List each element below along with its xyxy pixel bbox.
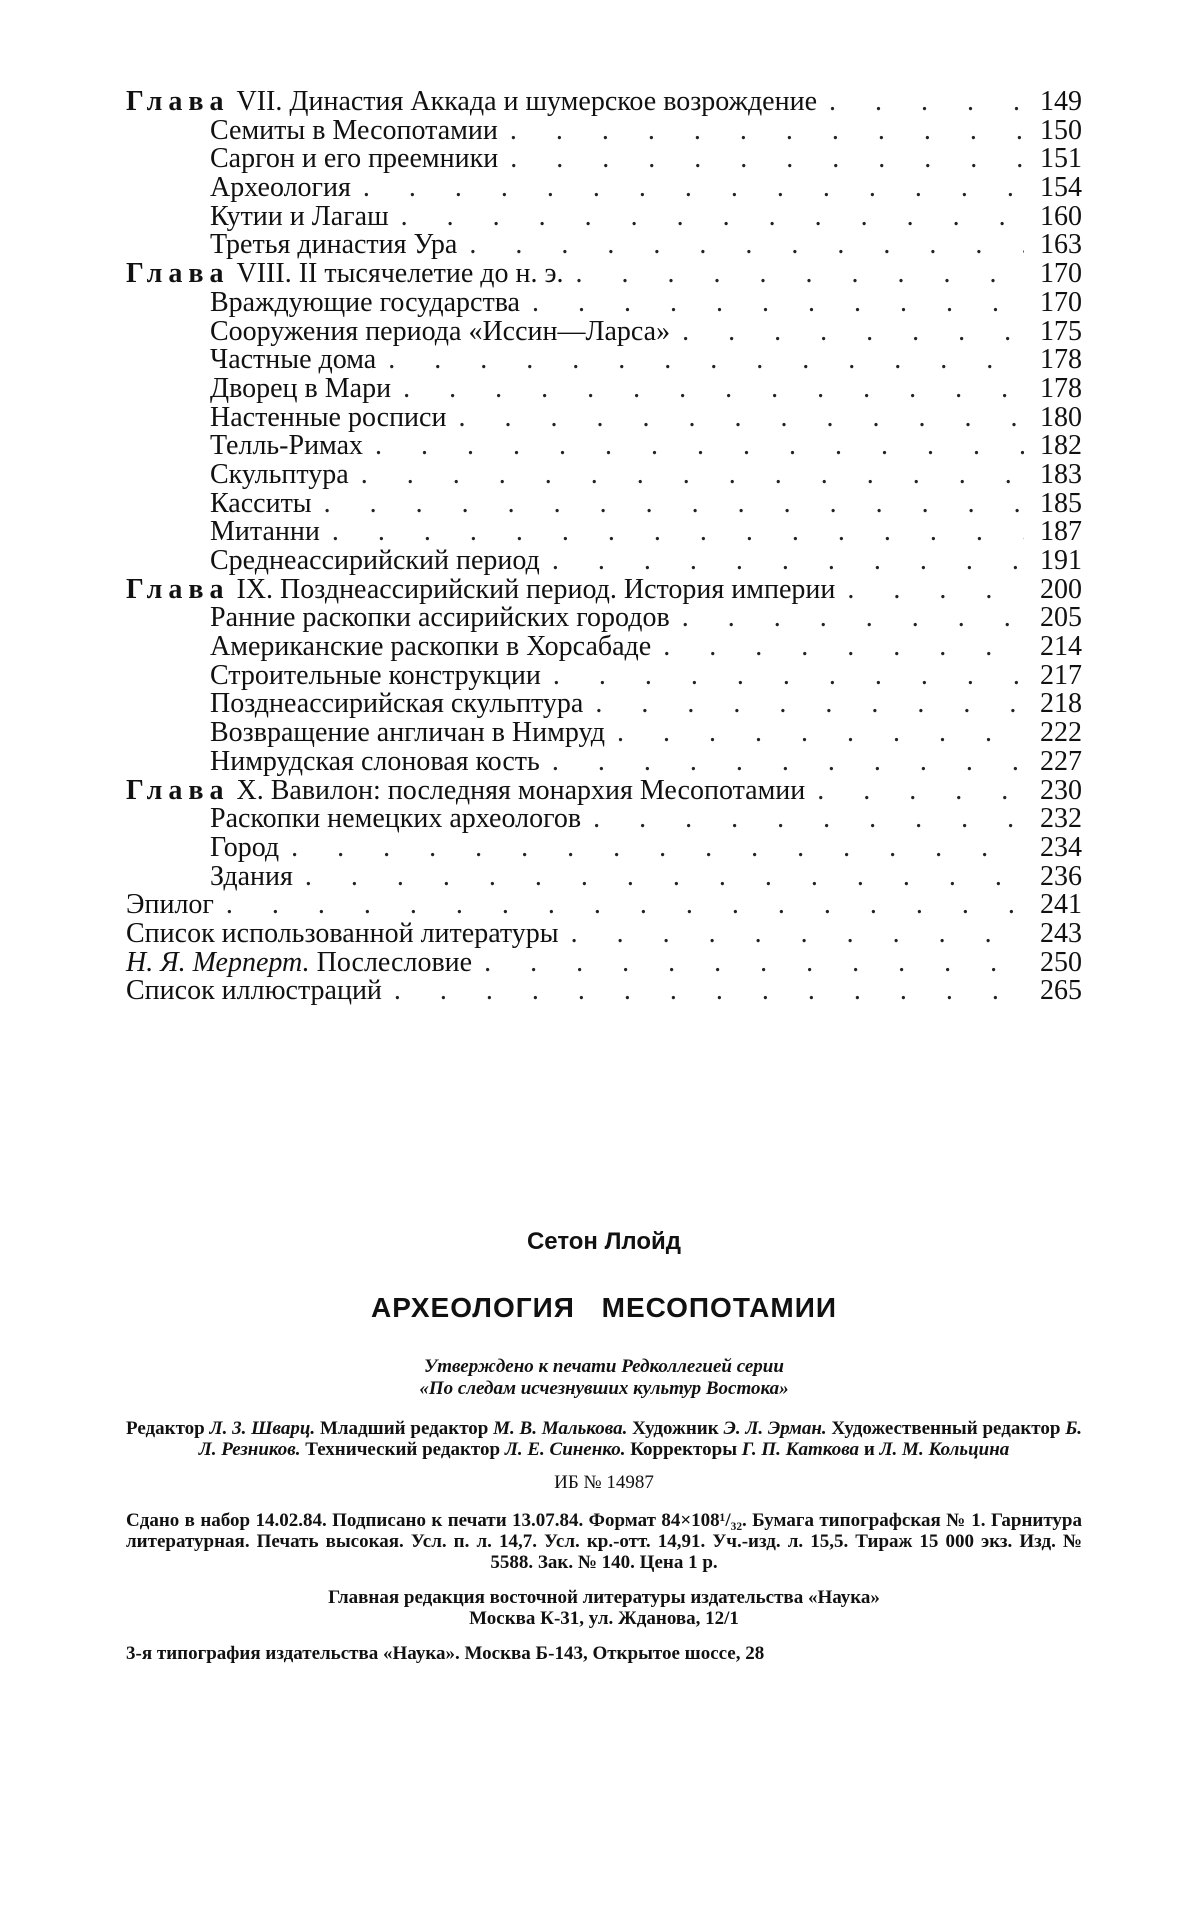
chapter-word: Глава	[126, 86, 230, 117]
approval-line: Утверждено к печати Редколлегией серии	[424, 1356, 784, 1377]
toc-title-text: Позднеассирийская скульптура	[210, 688, 584, 720]
toc-page-number: 265	[1040, 975, 1082, 1007]
publisher	[126, 1587, 1082, 1629]
toc-title-text: Скульптура	[210, 458, 349, 490]
toc-entry-title	[210, 604, 670, 633]
toc-title-text: Ранние раскопки ассирийских городов	[210, 602, 670, 634]
toc-title-text: Среднеассирийский период	[210, 545, 540, 576]
toc-entry-title	[210, 174, 351, 203]
toc-page-number: 191	[1040, 545, 1082, 576]
toc-entry-row	[126, 458, 1082, 490]
toc-title-text: Касситы	[210, 487, 312, 519]
toc-page-number: 232	[1040, 803, 1082, 835]
dot-leader	[389, 203, 1024, 232]
toc-entry-title	[126, 573, 836, 605]
toc-chapter-row	[126, 260, 1082, 289]
toc-section-row	[126, 977, 1082, 1006]
toc-title-text: Митанни	[210, 516, 320, 548]
toc-title-text: IX. Позднеассирийский период. История империи	[236, 573, 836, 605]
approval-note	[126, 1356, 1082, 1400]
dot-leader	[605, 719, 1024, 748]
toc-page-number: 243	[1040, 917, 1082, 949]
toc-title-text: Саргон и его преемники	[210, 143, 499, 175]
toc-entry-row	[126, 286, 1082, 318]
toc-entry-row	[126, 145, 1082, 174]
table-of-contents	[126, 88, 1082, 1006]
credits	[126, 1418, 1082, 1460]
toc-entry-title	[210, 831, 280, 863]
toc-chapter-row	[126, 774, 1082, 806]
proofreader-name: Г. П. Каткова	[741, 1439, 860, 1460]
toc-page-number: 185	[1040, 487, 1082, 519]
dot-leader	[564, 260, 1024, 289]
toc-entry-row	[126, 719, 1082, 748]
toc-page-number: 222	[1040, 717, 1082, 749]
toc-entry-row	[126, 346, 1082, 375]
toc-page-number: 170	[1040, 286, 1082, 318]
publisher-address: Москва К-31, ул. Жданова, 12/1	[469, 1608, 739, 1629]
credit-label: Художник	[632, 1418, 719, 1439]
dot-leader	[541, 662, 1024, 691]
toc-section-row	[126, 891, 1082, 920]
colophon	[126, 1228, 1082, 1664]
credit-label: Художественный редактор	[831, 1418, 1061, 1439]
toc-title-text: Послесловие	[316, 946, 473, 978]
toc-entry-title	[210, 518, 320, 547]
toc-title-text: Нимрудская слоновая кость	[210, 745, 540, 777]
dot-leader	[351, 174, 1024, 203]
toc-page-number: 234	[1040, 831, 1082, 863]
toc-entry-title	[126, 260, 564, 289]
toc-page-number: 200	[1040, 573, 1082, 605]
toc-entry-title	[210, 487, 312, 519]
toc-title-text: Настенные росписи	[210, 401, 447, 433]
toc-entry-title	[210, 145, 498, 174]
ib-number: ИБ № 14987	[554, 1472, 654, 1493]
toc-page-number: 218	[1040, 688, 1082, 720]
art-editor-name: Б. Л. Резников.	[198, 1418, 1083, 1460]
dot-leader	[817, 88, 1024, 117]
toc-entry-title	[126, 946, 473, 978]
book-title: АРХЕОЛОГИЯ МЕСОПОТАМИИ	[371, 1292, 837, 1323]
toc-entry-row	[126, 831, 1082, 863]
credit-label: Корректоры	[630, 1439, 738, 1460]
publisher-name: Главная редакция восточной литературы издательства «Наука»	[328, 1587, 880, 1608]
toc-page-number: 187	[1040, 516, 1082, 548]
toc-page-number: 227	[1040, 745, 1082, 777]
toc-entry-title	[210, 659, 541, 691]
dot-leader	[670, 604, 1024, 633]
dot-leader	[540, 748, 1024, 777]
chapter-word: Глава	[126, 258, 230, 290]
toc-entry-row	[126, 604, 1082, 633]
toc-page-number: 160	[1040, 200, 1082, 232]
toc-title-text: Частные дома	[210, 344, 377, 376]
toc-page-number: 180	[1040, 401, 1082, 433]
toc-page-number: 178	[1040, 344, 1082, 376]
toc-entry-title	[210, 805, 581, 834]
toc-entry-title	[210, 458, 349, 490]
dot-leader	[651, 633, 1024, 662]
credit-label: Младший редактор	[319, 1418, 489, 1439]
toc-section-row	[126, 917, 1082, 949]
toc-entry-row	[126, 659, 1082, 691]
toc-section-row	[126, 946, 1082, 978]
toc-page-number: 183	[1040, 458, 1082, 490]
toc-entry-title	[126, 977, 382, 1006]
toc-entry-title	[210, 547, 540, 576]
toc-title-text: Кутии и Лагаш	[210, 200, 389, 232]
toc-title-text: Список использованной литературы	[126, 917, 559, 949]
toc-page-number: 214	[1040, 631, 1082, 663]
dot-leader	[312, 490, 1024, 519]
tech-editor-name: Л. Е. Синенко.	[504, 1439, 626, 1460]
toc-entry-title	[210, 633, 651, 662]
toc-entry-row	[126, 200, 1082, 232]
dot-leader	[540, 547, 1024, 576]
toc-entry-title	[210, 860, 293, 892]
toc-page-number: 250	[1040, 946, 1082, 978]
toc-entry-row	[126, 518, 1082, 547]
toc-entry-title	[210, 719, 605, 748]
toc-title-text: Третья династия Ура	[210, 229, 458, 261]
dot-leader	[363, 432, 1024, 461]
dot-leader	[559, 920, 1024, 949]
dot-leader	[279, 834, 1024, 863]
proofreader-name: Л. М. Кольцина	[879, 1439, 1010, 1460]
toc-page-number: 217	[1040, 659, 1082, 691]
toc-page-number: 170	[1040, 258, 1082, 290]
dot-leader	[498, 117, 1024, 146]
toc-entry-title	[126, 774, 806, 806]
toc-entry-title	[210, 114, 498, 146]
dot-leader	[670, 318, 1024, 347]
toc-page-number: 151	[1040, 143, 1082, 175]
credit-label: Технический редактор	[305, 1439, 501, 1460]
dot-leader	[805, 777, 1024, 806]
toc-title-text: VII. Династия Аккада и шумерское возрождение	[236, 86, 818, 117]
toc-title-text: Город	[210, 831, 280, 863]
dot-leader	[320, 518, 1024, 547]
toc-entry-row	[126, 174, 1082, 203]
toc-page-number: 149	[1040, 86, 1082, 117]
dot-leader	[446, 404, 1024, 433]
toc-page-number: 154	[1040, 172, 1082, 204]
toc-page-number: 175	[1040, 315, 1082, 347]
toc-title-text: Список иллюстраций	[126, 975, 382, 1007]
dot-leader	[520, 289, 1024, 318]
author-name: Сетон Ллойд	[526, 1228, 682, 1255]
toc-title-text: Сооружения периода «Иссин—Ларса»	[210, 315, 671, 347]
toc-entry-title	[210, 401, 447, 433]
toc-entry-title	[126, 891, 214, 920]
toc-entry-title	[126, 88, 817, 117]
toc-entry-title	[210, 200, 389, 232]
toc-entry-title	[210, 745, 540, 777]
toc-entry-title	[210, 432, 363, 461]
toc-title-text: X. Вавилон: последняя монархия Месопотамии	[236, 774, 806, 806]
toc-entry-row	[126, 805, 1082, 834]
dot-leader	[581, 805, 1024, 834]
print-info: Сдано в набор 14.02.84. Подписано к печати 13.07.84. Формат 84×108¹/₃₂. Бумага типографская № 1. Гарнитура литературная. Печать высокая. Усл. п. л. 14,7. Усл. кр.-отт. 14,91. Уч.-изд. л. 15,5. Тираж 15 000 экз. Изд. № 5588. Зак. № 140. Цена 1 р.	[126, 1510, 1082, 1573]
chapter-word: Глава	[126, 774, 230, 806]
toc-entry-row	[126, 547, 1082, 576]
toc-page-number: 230	[1040, 774, 1082, 806]
toc-title-text: Археология	[210, 172, 351, 204]
toc-entry-row	[126, 372, 1082, 404]
junior-editor-name: М. В. Малькова.	[493, 1418, 628, 1439]
toc-entry-row	[126, 231, 1082, 260]
toc-title-text: Американские раскопки в Хорсабаде	[210, 631, 652, 663]
toc-title-text: Строительные конструкции	[210, 659, 541, 691]
toc-page-number: 236	[1040, 860, 1082, 892]
toc-title-text: Враждующие государства	[210, 286, 520, 318]
dot-leader	[349, 461, 1024, 490]
credit-label: Редактор	[126, 1418, 205, 1439]
toc-entry-row	[126, 745, 1082, 777]
toc-entry-row	[126, 114, 1082, 146]
dot-leader	[457, 231, 1024, 260]
toc-title-text: Здания	[210, 860, 293, 892]
toc-entry-row	[126, 432, 1082, 461]
printer-info: 3-я типография издательства «Наука». Москва Б-143, Открытое шоссе, 28	[126, 1643, 765, 1664]
series-name: «По следам исчезнувших культур Востока»	[419, 1378, 789, 1399]
toc-chapter-row	[126, 88, 1082, 117]
toc-entry-row	[126, 487, 1082, 519]
toc-entry-row	[126, 401, 1082, 433]
dot-leader	[835, 576, 1024, 605]
toc-page-number: 205	[1040, 602, 1082, 634]
toc-page-number: 241	[1040, 889, 1082, 921]
toc-title-text: Дворец в Мари	[210, 372, 392, 404]
toc-page-number: 178	[1040, 372, 1082, 404]
toc-entry-row	[126, 633, 1082, 662]
dot-leader	[472, 949, 1024, 978]
toc-title-text: Семиты в Месопотамии	[210, 114, 498, 146]
toc-chapter-row	[126, 573, 1082, 605]
toc-title-text: Телль-Римах	[210, 430, 364, 462]
toc-entry-row	[126, 690, 1082, 719]
editor-name: Л. 3. Шварц.	[209, 1418, 316, 1439]
toc-title-text: Эпилог	[126, 889, 214, 921]
toc-page-number: 150	[1040, 114, 1082, 146]
toc-title-text: Раскопки немецких археологов	[210, 803, 582, 835]
dot-leader	[391, 375, 1024, 404]
toc-entry-title	[210, 690, 583, 719]
toc-entry-row	[126, 860, 1082, 892]
toc-entry-title	[210, 315, 671, 347]
artist-name: Э. Л. Эрман.	[723, 1418, 827, 1439]
toc-entry-row	[126, 315, 1082, 347]
toc-entry-title	[210, 286, 520, 318]
toc-entry-title	[210, 372, 392, 404]
toc-page-number: 182	[1040, 430, 1082, 462]
toc-title-text: VIII. II тысячелетие до н. э.	[236, 258, 564, 290]
dot-leader	[376, 346, 1024, 375]
dot-leader	[214, 891, 1024, 920]
dot-leader	[293, 863, 1024, 892]
toc-entry-title	[210, 346, 376, 375]
toc-title-text: Возвращение англичан в Нимруд	[210, 717, 605, 749]
dot-leader	[498, 145, 1024, 174]
dot-leader	[583, 690, 1024, 719]
conjunction: и	[863, 1439, 875, 1460]
chapter-word: Глава	[126, 573, 230, 605]
dot-leader	[382, 977, 1024, 1006]
toc-page-number: 163	[1040, 229, 1082, 261]
toc-entry-title	[126, 917, 559, 949]
afterword-author: Н. Я. Мерперт.	[126, 946, 310, 978]
toc-entry-title	[210, 231, 457, 260]
